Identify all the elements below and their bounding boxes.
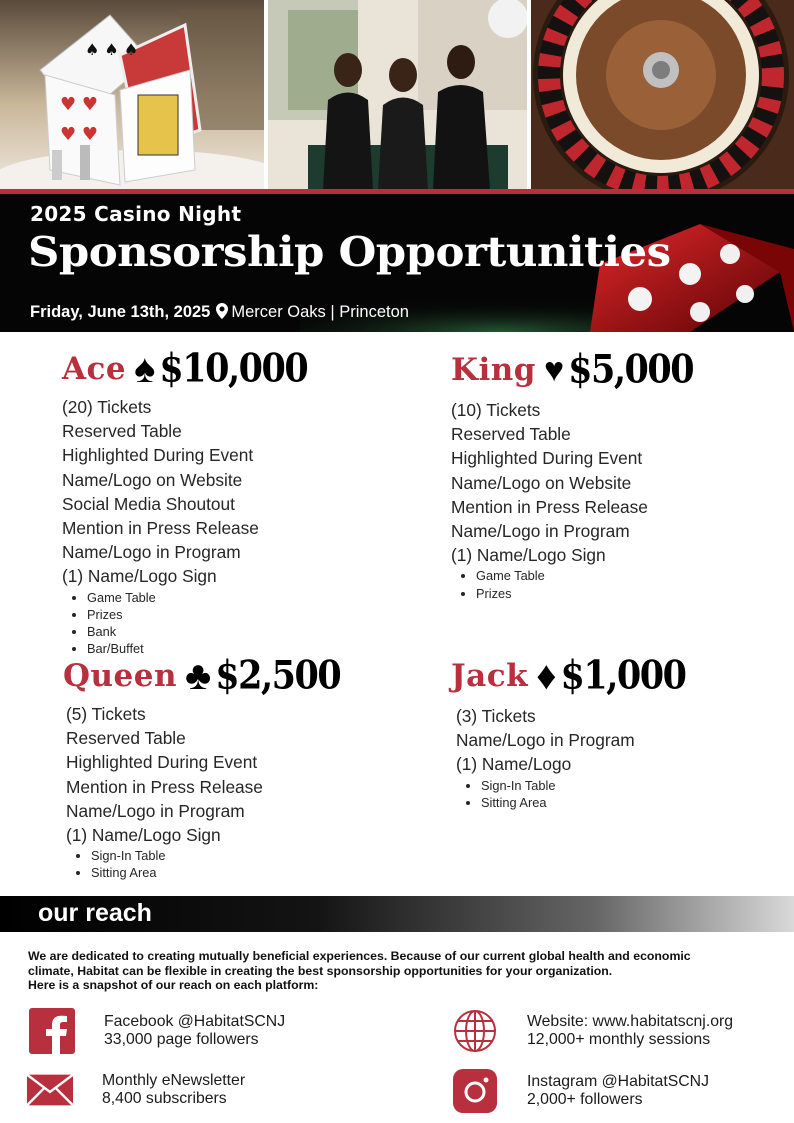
event-info <box>30 303 409 322</box>
location-pin-icon <box>216 303 228 319</box>
benefit-item: Name/Logo in Program <box>451 521 630 542</box>
sign-option: • Sign-In Table <box>91 847 340 864</box>
club-icon: ♣ <box>185 653 212 698</box>
benefit-item: (1) Name/Logo Sign <box>62 566 217 587</box>
website-stat <box>451 1007 733 1055</box>
page-title: Sponsorship Opportunities <box>28 228 671 276</box>
tier-name: Jack <box>451 657 529 694</box>
benefit-item: (1) Name/Logo <box>456 754 572 775</box>
benefit-item: Name/Logo in Program <box>62 542 241 563</box>
event-subtitle: 2025 Casino Night <box>30 202 242 226</box>
facebook-icon <box>28 1007 76 1055</box>
guests-photo <box>268 0 527 190</box>
sign-option: • Sitting Area <box>481 794 685 811</box>
instagram-handle: Instagram @HabitatSCNJ <box>527 1073 709 1090</box>
newsletter-title: Monthly eNewsletter <box>102 1072 246 1089</box>
tier-price: $10,000 <box>159 345 308 392</box>
envelope-icon <box>26 1066 74 1114</box>
sign-option: • Sign-In Table <box>481 777 685 794</box>
tier-ace <box>62 345 308 657</box>
tier-king <box>451 346 694 602</box>
sign-option: • Game Table <box>87 589 307 606</box>
instagram-stat <box>451 1067 709 1115</box>
intro-line: climate, Habitat can be flexible in creating the best sponsorship opportunities for your organization. <box>28 963 613 978</box>
sign-options <box>62 589 307 658</box>
benefit-list <box>62 395 307 657</box>
spade-icon: ♠ <box>134 346 156 391</box>
sign-options <box>451 567 693 601</box>
benefit-item: Name/Logo in Program <box>456 730 635 751</box>
tier-price: $5,000 <box>568 346 694 393</box>
benefit-list <box>63 702 340 882</box>
sign-option: • Bank <box>87 623 307 640</box>
intro-line: Here is a snapshot of our reach on each platform: <box>28 978 319 993</box>
card-house-photo <box>0 0 264 190</box>
intro-line: We are dedicated to creating mutually beneficial experiences. Because of our current global health and economic <box>28 949 691 963</box>
tier-name: King <box>451 351 536 388</box>
reach-intro <box>28 949 758 993</box>
facebook-stat <box>28 1007 285 1055</box>
roulette-photo <box>531 0 794 190</box>
sign-option: • Bar/Buffet <box>87 640 307 657</box>
benefit-item: Name/Logo on Website <box>62 469 243 490</box>
benefit-item: Social Media Shoutout <box>62 493 235 514</box>
sign-option: • Prizes <box>87 606 307 623</box>
sign-option: • Prizes <box>476 585 693 602</box>
website-sessions: 12,000+ monthly sessions <box>527 1031 711 1048</box>
benefit-item: Highlighted During Event <box>451 448 643 469</box>
svg-text:♠ ♠ ♠: ♠ ♠ ♠ <box>85 40 139 59</box>
event-date: Friday, June 13th, 2025 <box>30 303 211 321</box>
benefit-item: (1) Name/Logo Sign <box>66 825 221 846</box>
tier-queen <box>63 652 341 882</box>
benefit-item: (10) Tickets <box>451 400 541 420</box>
svg-text:♥ ♥: ♥ ♥ <box>60 124 98 145</box>
diamond-icon: ♦ <box>536 653 557 698</box>
benefit-list <box>451 398 693 602</box>
sign-option: • Game Table <box>476 567 693 584</box>
instagram-followers: 2,000+ followers <box>527 1091 643 1108</box>
benefit-item: Highlighted During Event <box>66 752 258 773</box>
event-venue: Mercer Oaks | Princeton <box>231 303 409 321</box>
newsletter-subscribers: 8,400 subscribers <box>102 1090 227 1107</box>
benefit-item: Mention in Press Release <box>62 518 259 539</box>
globe-icon <box>451 1007 499 1055</box>
tier-price: $1,000 <box>560 652 686 699</box>
newsletter-stat <box>26 1066 245 1114</box>
website-url: Website: www.habitatscnj.org <box>527 1013 734 1030</box>
sign-option: • Sitting Area <box>91 864 340 881</box>
benefit-item: Reserved Table <box>451 424 571 445</box>
benefit-item: (20) Tickets <box>62 397 152 417</box>
benefit-item: (5) Tickets <box>66 704 146 724</box>
tier-name: Ace <box>62 350 127 387</box>
tier-name: Queen <box>63 657 178 694</box>
tier-price: $2,500 <box>215 652 341 699</box>
benefit-item: Mention in Press Release <box>66 776 263 797</box>
title-banner <box>0 194 794 332</box>
benefit-item: Highlighted During Event <box>62 445 254 466</box>
photo-strip <box>0 0 794 190</box>
sign-options <box>66 847 340 881</box>
tier-jack <box>451 652 686 811</box>
reach-heading-bar <box>0 896 794 932</box>
benefit-item: (1) Name/Logo Sign <box>451 545 606 566</box>
benefit-item: Reserved Table <box>62 421 182 442</box>
svg-text:♥ ♥: ♥ ♥ <box>60 94 98 115</box>
benefit-item: Name/Logo on Website <box>451 472 632 493</box>
benefit-item: Mention in Press Release <box>451 496 648 517</box>
instagram-icon <box>451 1067 499 1115</box>
benefit-item: Reserved Table <box>66 728 186 749</box>
sign-options <box>456 777 685 811</box>
facebook-followers: 33,000 page followers <box>104 1031 259 1048</box>
heart-icon: ♥ <box>543 350 565 389</box>
facebook-handle: Facebook @HabitatSCNJ <box>104 1013 286 1030</box>
benefit-item: Name/Logo in Program <box>66 800 245 821</box>
benefit-item: (3) Tickets <box>456 706 536 726</box>
reach-heading: our reach <box>38 899 152 927</box>
benefit-list <box>451 704 685 811</box>
